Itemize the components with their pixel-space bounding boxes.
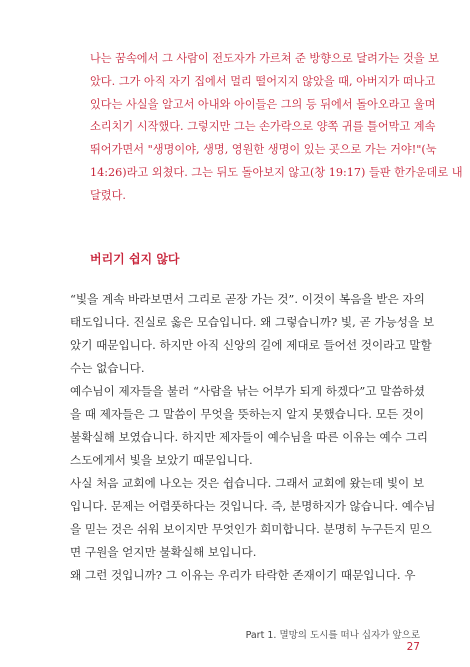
footer-part: Part 1. — [245, 630, 277, 641]
body-line: 불확실해 보였습니다. 하지만 제자들이 예수님을 따른 이유는 예수 그리 — [70, 430, 428, 444]
body-line: 왜 그런 것입니까? 그 이유는 우리가 타락한 존재이기 때문입니다. 우 — [70, 568, 416, 582]
quote-line: 14:26)라고 외쳤다. 그는 뒤도 돌아보지 않고(창 19:17) 들판 한가운데로 내 — [90, 165, 463, 179]
body-line: 을 때 제자들은 그 말씀이 무엇을 뜻하는지 알지 못했습니다. 모든 것이 — [70, 407, 425, 421]
body-line: 태도입니다. 진실로 옳은 모습입니다. 왜 그렇습니까? 빛, 곧 가능성을 보 — [70, 315, 435, 329]
page-footer — [240, 627, 420, 653]
body-line: 면 구원을 얻지만 불확실해 보입니다. — [70, 545, 257, 559]
body-line: 았기 때문입니다. 하지만 아직 신앙의 길에 제대로 들어선 것이라고 말할 — [70, 338, 432, 352]
body-line: 예수님이 제자들을 불러 “사람을 낚는 어부가 되게 하겠다”고 말씀하셨 — [70, 384, 425, 398]
quote-line: 나는 꿈속에서 그 사람이 전도자가 가르쳐 준 방향으로 달려가는 것을 보 — [90, 52, 439, 65]
quote-line: 았다. 그가 아직 자기 집에서 멀리 떨어지지 않았을 때, 아버지가 떠나고 — [90, 74, 436, 88]
body-line: “빛을 계속 바라보면서 그리로 곧장 가는 것”. 이것이 복음을 받은 자의 — [70, 292, 425, 306]
footer-title: 멸망의 도시를 떠나 십자가 앞으로 — [279, 630, 420, 641]
quote-passage — [90, 48, 463, 208]
body-line: 을 믿는 것은 쉬워 보이지만 무엇인가 희미합니다. 분명히 누구든지 믿으 — [70, 522, 432, 536]
quote-line: 소리치기 시작했다. 그렇지만 그는 손가락으로 양쪽 귀를 틀어막고 계속 — [90, 120, 436, 134]
body-line: 수는 없습니다. — [70, 361, 145, 375]
body-line: 사실 처음 교회에 나오는 것은 쉽습니다. 그래서 교회에 왔는데 빛이 보 — [70, 476, 425, 490]
body-line: 입니다. 문제는 어렴풋하다는 것입니다. 즉, 분명하지가 않습니다. 예수님 — [70, 499, 436, 513]
quote-line: 달렸다. — [90, 188, 126, 202]
section-heading: 버리기 쉽지 않다 — [90, 252, 180, 266]
body-text — [70, 288, 436, 587]
quote-line: 있다는 사실을 알고서 아내와 아이들은 그의 등 뒤에서 돌아오라고 울며 — [90, 97, 436, 111]
body-line: 스도에게서 빛을 보았기 때문입니다. — [70, 453, 253, 467]
page-number: 27 — [406, 641, 420, 653]
quote-line: 뛰어가면서 "생명이야, 생명, 영원한 생명이 있는 곳으로 가는 거야!"(눅 — [90, 143, 437, 157]
